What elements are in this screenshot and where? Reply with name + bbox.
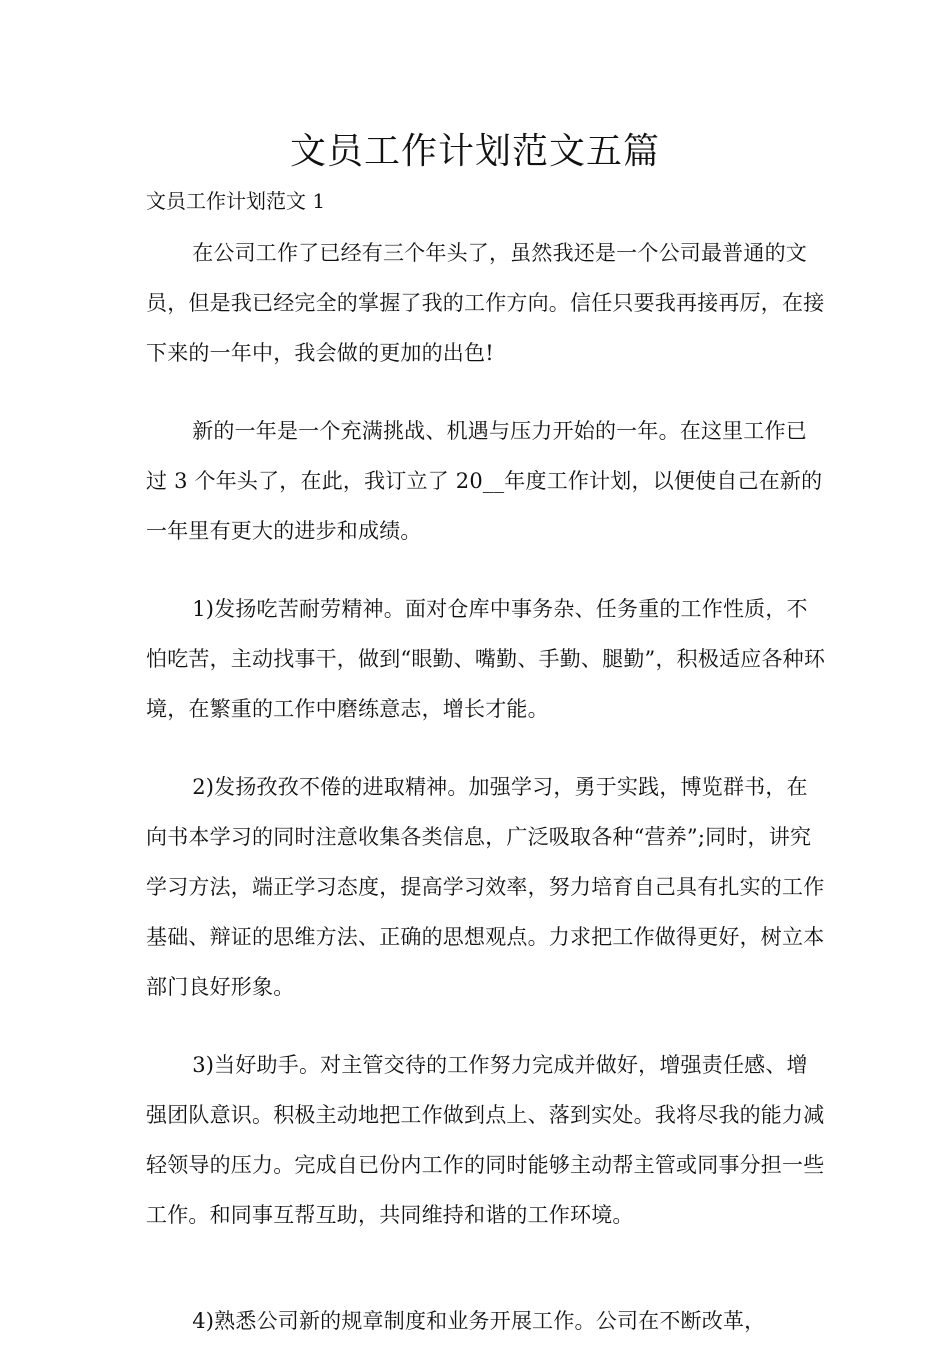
- document-subtitle: 文员工作计划范文 1: [146, 189, 326, 213]
- paragraph-5: 3)当好助手。对主管交待的工作努力完成并做好，增强责任感、增强团队意识。积极主动地把工作做到点上、落到实处。我将尽我的能力减轻领导的压力。完成自已份内工作的同时能够主动帮主管或同事分担一些工作。和同事互帮互助，共同维持和谐的工作环境。: [146, 1053, 825, 1227]
- paragraph-spacer: [146, 556, 826, 584]
- paragraph-spacer: [146, 1268, 826, 1296]
- paragraph-spacer: [146, 734, 826, 762]
- paragraph-1: 在公司工作了已经有三个年头了，虽然我还是一个公司最普通的文员，但是我已经完全的掌握了我的工作方向。信任只要我再接再厉，在接下来的一年中，我会做的更加的出色!: [146, 241, 825, 365]
- paragraph-2: 新的一年是一个充满挑战、机遇与压力开始的一年。在这里工作已过 3 个年头了，在此，我订立了 20__年度工作计划，以便使自己在新的一年里有更大的进步和成绩。: [146, 419, 823, 543]
- paragraph-4: 2)发扬孜孜不倦的进取精神。加强学习，勇于实践，博览群书，在向书本学习的同时注意收集各类信息，广泛吸取各种“营养”;同时，讲究学习方法，端正学习态度，提高学习效率，努力培育自己具有扎实的工作基础、辩证的思维方法、正确的思想观点。力求把工作做得更好，树立本部门良好形象。: [146, 775, 825, 999]
- paragraph-6: 4)熟悉公司新的规章制度和业务开展工作。公司在不断改革，: [192, 1309, 766, 1333]
- paragraph-spacer: [146, 1012, 826, 1040]
- paragraph-3: 1)发扬吃苦耐劳精神。面对仓库中事务杂、任务重的工作性质，不怕吃苦，主动找事干，做到“眼勤、嘴勤、手勤、腿勤”，积极适应各种环境，在繁重的工作中磨练意志，增长才能。: [146, 597, 826, 721]
- paragraph-spacer: [146, 1240, 826, 1268]
- paragraph-spacer: [146, 378, 826, 406]
- document-body: [146, 228, 826, 1346]
- document-title: 文员工作计划范文五篇: [289, 131, 660, 172]
